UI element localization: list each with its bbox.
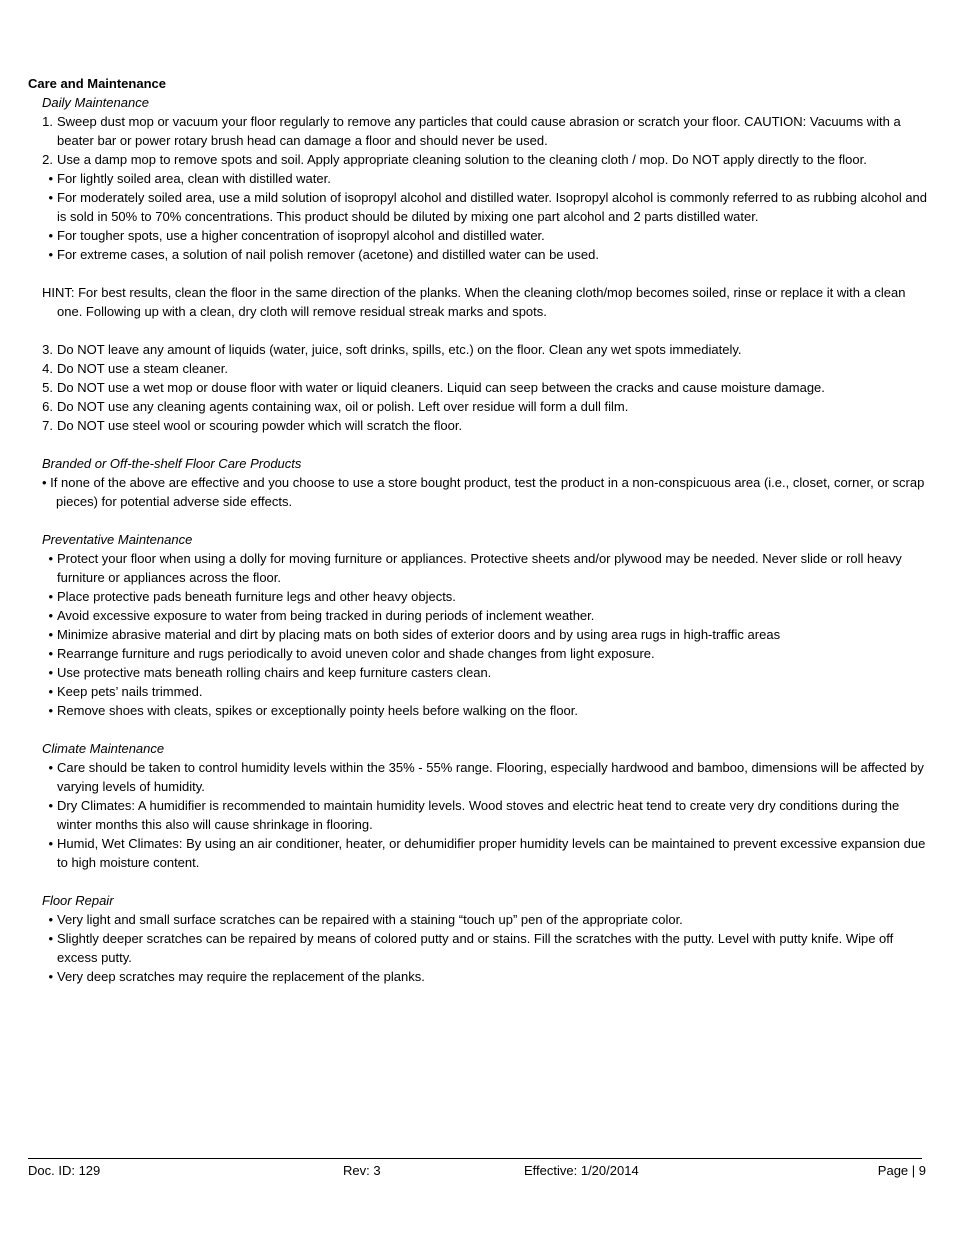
list-item-text: Remove shoes with cleats, spikes or exceptionally pointy heels before walking on the floor. xyxy=(57,703,579,718)
list-item-text: Rearrange furniture and rugs periodically to avoid uneven color and shade changes from light exposure. xyxy=(57,646,655,661)
list-item-text: Keep pets’ nails trimmed. xyxy=(57,684,203,699)
list-marker: • xyxy=(48,912,53,927)
footer-page-number: Page | 9 xyxy=(877,1163,926,1178)
list-item-text: For lightly soiled area, clean with distilled water. xyxy=(57,171,331,186)
list-item xyxy=(28,150,928,169)
list-item xyxy=(28,967,928,986)
list-marker: 2. xyxy=(42,152,53,167)
list-item xyxy=(28,796,928,834)
list-item xyxy=(28,169,928,188)
spacer xyxy=(28,872,928,891)
footer-divider xyxy=(28,1158,922,1159)
list-item xyxy=(28,910,928,929)
list-item-text: Use a damp mop to remove spots and soil. Apply appropriate cleaning solution to the cleaning cloth / mop. Do NOT apply directly to the floor. xyxy=(57,152,867,167)
list-marker: • xyxy=(48,931,53,946)
spacer xyxy=(28,264,928,283)
list-marker: • xyxy=(48,969,53,984)
list-item-text: Protect your floor when using a dolly for moving furniture or appliances. Protective sheets and/or plywood may be needed. Never slide or roll heavy furniture or appliances across the floor. xyxy=(57,551,902,585)
list-item-text: Use protective mats beneath rolling chairs and keep furniture casters clean. xyxy=(57,665,492,680)
spacer xyxy=(28,321,928,340)
preventative-list xyxy=(28,549,928,720)
branded-products-heading: Branded or Off-the-shelf Floor Care Products xyxy=(42,456,302,471)
list-marker: • xyxy=(48,703,53,718)
list-item xyxy=(28,929,928,967)
list-item xyxy=(28,188,928,226)
list-item xyxy=(28,644,928,663)
list-marker: 1. xyxy=(42,114,53,129)
list-item-text: Do NOT use steel wool or scouring powder which will scratch the floor. xyxy=(57,418,463,433)
list-marker: • xyxy=(48,608,53,623)
list-item-text: Do NOT use a wet mop or douse floor with water or liquid cleaners. Liquid can seep between the cracks and cause moisture damage. xyxy=(57,380,825,395)
list-item-text: Care should be taken to control humidity levels within the 35% - 55% range. Flooring, especially hardwood and bamboo, dimensions will be affected by varying levels of humidity. xyxy=(57,760,924,794)
list-item-text: Slightly deeper scratches can be repaired by means of colored putty and or stains. Fill the scratches with the putty. Level with putty knife. Wipe off excess putty. xyxy=(57,931,894,965)
list-marker: • xyxy=(48,247,53,262)
list-marker: • xyxy=(48,627,53,642)
list-marker: • xyxy=(48,684,53,699)
list-item xyxy=(28,226,928,245)
list-item xyxy=(28,625,928,644)
document-body xyxy=(28,74,928,986)
list-item xyxy=(28,359,928,378)
list-marker: • xyxy=(48,665,53,680)
repair-list xyxy=(28,910,928,986)
list-item-text: Very light and small surface scratches can be repaired with a staining “touch up” pen of the appropriate color. xyxy=(57,912,683,927)
preventative-maintenance-heading: Preventative Maintenance xyxy=(42,532,193,547)
list-item-text: Dry Climates: A humidifier is recommended to maintain humidity levels. Wood stoves and electric heat tend to create very dry conditions during the winter months this also will cause shrinkage in flooring. xyxy=(57,798,900,832)
climate-maintenance-heading: Climate Maintenance xyxy=(42,741,165,756)
list-item xyxy=(28,549,928,587)
list-marker: • xyxy=(48,760,53,775)
list-item-text: For tougher spots, use a higher concentration of isopropyl alcohol and distilled water. xyxy=(57,228,545,243)
list-item-text: Humid, Wet Climates: By using an air conditioner, heater, or dehumidifier proper humidity levels can be maintained to prevent excessive expansion due to high moisture content. xyxy=(57,836,926,870)
daily-maintenance-heading: Daily Maintenance xyxy=(42,95,149,110)
list-item xyxy=(28,340,928,359)
daily-maintenance-list xyxy=(28,112,928,264)
list-item xyxy=(28,416,928,435)
spacer xyxy=(28,435,928,454)
list-item xyxy=(28,663,928,682)
list-marker: • xyxy=(48,190,53,205)
list-marker: • xyxy=(48,228,53,243)
list-marker: • xyxy=(48,836,53,851)
climate-list xyxy=(28,758,928,872)
list-marker: 5. xyxy=(42,380,53,395)
list-marker: • xyxy=(48,551,53,566)
list-marker: • xyxy=(48,171,53,186)
footer-doc-id: Doc. ID: 129 xyxy=(28,1163,101,1178)
list-item xyxy=(28,112,928,150)
list-item xyxy=(28,378,928,397)
list-marker: 6. xyxy=(42,399,53,414)
page-footer xyxy=(28,1161,926,1180)
list-marker: • xyxy=(48,589,53,604)
list-item xyxy=(28,397,928,416)
footer-effective-date: Effective: 1/20/2014 xyxy=(524,1163,639,1178)
list-item xyxy=(28,758,928,796)
list-marker: 3. xyxy=(42,342,53,357)
spacer xyxy=(28,511,928,530)
list-marker: 7. xyxy=(42,418,53,433)
list-marker: 4. xyxy=(42,361,53,376)
list-item-text: Do NOT use a steam cleaner. xyxy=(57,361,229,376)
list-item xyxy=(28,682,928,701)
list-item-text: For extreme cases, a solution of nail polish remover (acetone) and distilled water can be used. xyxy=(57,247,599,262)
list-marker: • xyxy=(48,646,53,661)
hint-paragraph: HINT: For best results, clean the floor in the same direction of the planks. When the cleaning cloth/mop becomes soiled, rinse or replace it with a clean one. Following up with a clean, dry cloth will remove residual streak marks and spots. xyxy=(42,285,906,319)
list-item-text: Minimize abrasive material and dirt by placing mats on both sides of exterior doors and by using area rugs in high-traffic areas xyxy=(57,627,781,642)
floor-repair-heading: Floor Repair xyxy=(42,893,114,908)
list-item-text: For moderately soiled area, use a mild solution of isopropyl alcohol and distilled water. Isopropyl alcohol is commonly referred to as rubbing alcohol and is sold in 50% to 70% concentrations. This product should be diluted by mixing one part alcohol and 2 parts distilled water. xyxy=(57,190,928,224)
list-item-text: Avoid excessive exposure to water from being tracked in during periods of inclement weather. xyxy=(57,608,595,623)
list-item-text: Place protective pads beneath furniture legs and other heavy objects. xyxy=(57,589,456,604)
list-item xyxy=(28,701,928,720)
list-item xyxy=(28,245,928,264)
list-item-text: Do NOT leave any amount of liquids (water, juice, soft drinks, spills, etc.) on the floor. Clean any wet spots immediately. xyxy=(57,342,742,357)
list-item-text: Sweep dust mop or vacuum your floor regularly to remove any particles that could cause abrasion or scratch your floor. CAUTION: Vacuums with a beater bar or power rotary brush head can damage a floor and should never be used. xyxy=(57,114,901,148)
section-title: Care and Maintenance xyxy=(28,76,166,91)
list-marker: • xyxy=(48,798,53,813)
spacer xyxy=(28,720,928,739)
footer-revision: Rev: 3 xyxy=(343,1163,381,1178)
list-item xyxy=(28,587,928,606)
list-item-text: Do NOT use any cleaning agents containing wax, oil or polish. Left over residue will form a dull film. xyxy=(57,399,629,414)
donts-list xyxy=(28,340,928,435)
list-item-text: Very deep scratches may require the replacement of the planks. xyxy=(57,969,425,984)
list-item xyxy=(28,834,928,872)
branded-products-text: • If none of the above are effective and you choose to use a store bought product, test the product in a non-conspicuous area (i.e., closet, corner, or scrap pieces) for potential adverse side effects. xyxy=(42,475,925,509)
list-item xyxy=(28,606,928,625)
